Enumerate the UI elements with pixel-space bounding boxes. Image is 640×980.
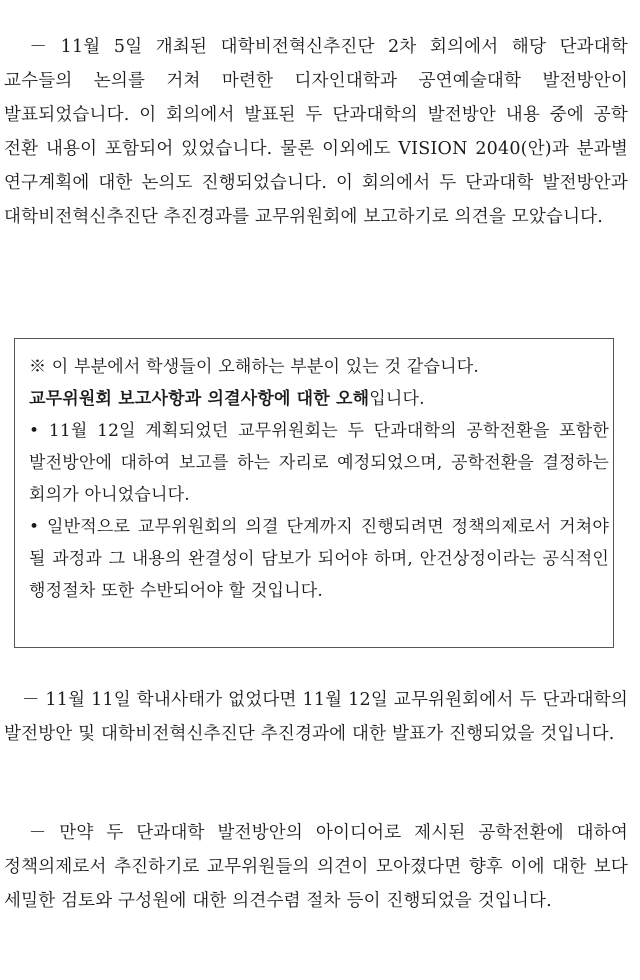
notice-content bbox=[29, 351, 609, 607]
notice-bullet-2: • 일반적으로 교무위원회의 의결 단계까지 진행되려면 정책의제로서 거쳐야 될 과정과 그 내용의 완결성이 담보가 되어야 하며, 안건상정이라는 공식적인 행정절차 또한 수반되어야 할 것입니다. bbox=[29, 517, 609, 601]
paragraph-nov-11: － 11월 11일 학내사태가 없었다면 11월 12일 교무위원회에서 두 단과대학의 발전방안 및 대학비전혁신추진단 추진경과에 대한 발표가 진행되었을 것입니다. bbox=[4, 690, 628, 744]
notice-bold-suffix: 입니다. bbox=[369, 389, 425, 409]
notice-bullet-1: • 11월 12일 계획되었던 교무위원회는 두 단과대학의 공학전환을 포함한 발전방안에 대하여 보고를 하는 자리로 예정되었으며, 공학전환을 결정하는 회의가 아니었습니다. bbox=[29, 421, 609, 505]
paragraph-policy-agenda: － 만약 두 단과대학 발전방안의 아이디어로 제시된 공학전환에 대하여 정책의제로서 추진하기로 교무위원들의 의견이 모아졌다면 향후 이에 대한 보다 세밀한 검토와 구성원에 대한 의견수렴 절차 등이 진행되었을 것입니다. bbox=[4, 823, 628, 911]
notice-intro: ※ 이 부분에서 학생들이 오해하는 부분이 있는 것 같습니다. bbox=[29, 357, 479, 377]
notice-bold-text: 교무위원회 보고사항과 의결사항에 대한 오해 bbox=[29, 389, 370, 409]
notice-box bbox=[14, 338, 614, 648]
notice-heading bbox=[29, 383, 609, 415]
paragraph-meeting-summary: － 11월 5일 개최된 대학비전혁신추진단 2차 회의에서 해당 단과대학 교수들의 논의를 거쳐 마련한 디자인대학과 공연예술대학 발전방안이 발표되었습니다. 이 회의에서 발표된 두 단과대학의 발전방안 내용 중에 공학 전환 내용이 포함되어 있었습니다. 물론 이외에도 VISION 2040(안)과 분과별 연구계획에 대한 논의도 진행되었습니다. 이 회의에서 두 단과대학 발전방안과 대학비전혁신추진단 추진경과를 교무위원회에 보고하기로 의견을 모았습니다. bbox=[4, 37, 628, 227]
